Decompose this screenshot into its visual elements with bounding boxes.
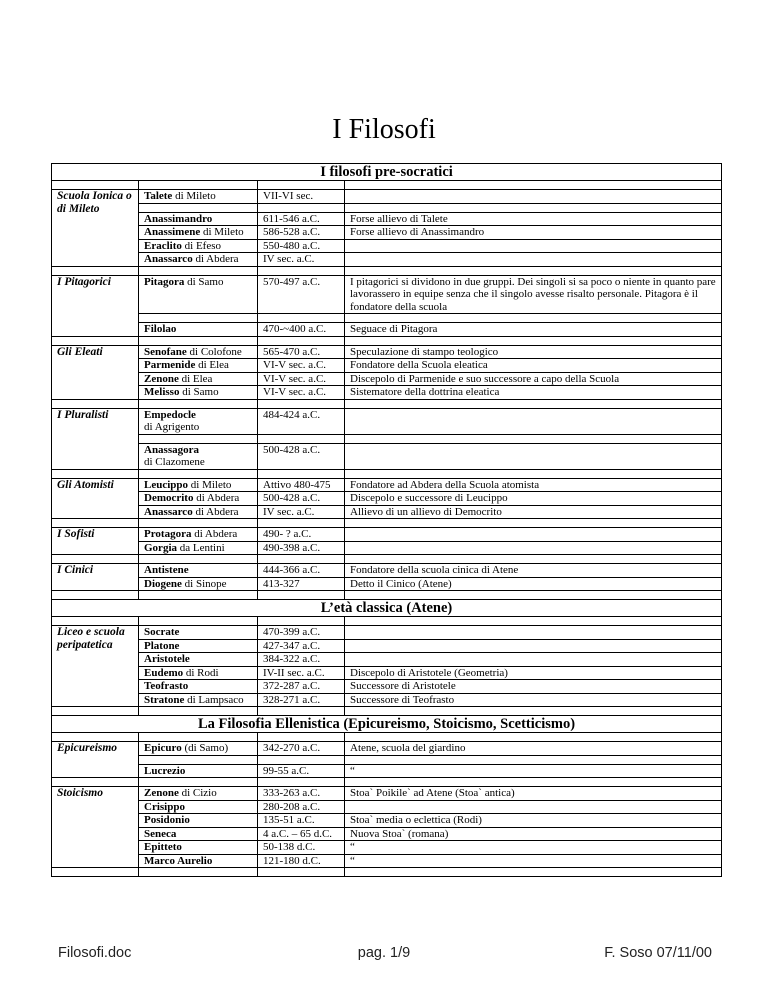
philosopher-name: Crisippo: [144, 800, 185, 813]
philosopher-cell: [139, 492, 258, 506]
spacer-cell: [345, 707, 722, 716]
philosopher-origin: di Elea: [181, 372, 213, 385]
spacer-cell: [345, 469, 722, 478]
philosopher-origin: di Mileto: [175, 190, 216, 202]
philosopher-name: Eudemo: [144, 666, 184, 679]
philosopher-cell: [139, 693, 258, 707]
philosopher-name: Diogene: [144, 577, 182, 590]
philosopher-origin: di Abdera: [195, 253, 239, 265]
spacer-cell: [52, 336, 139, 345]
school-name: I Sofisti: [52, 528, 139, 555]
spacer-row: [52, 733, 722, 742]
dates-cell: 470-399 a.C.: [258, 626, 345, 640]
philosopher-cell: [139, 359, 258, 373]
spacer-row: [52, 555, 722, 564]
dates-cell: 500-428 a.C.: [258, 492, 345, 506]
document-title: I Filosofi: [332, 114, 436, 145]
spacer-cell: [258, 314, 345, 323]
spacer-cell: [139, 399, 258, 408]
notes-cell: Discepolo di Aristotele (Geometria): [345, 666, 722, 680]
spacer-cell: [52, 707, 139, 716]
spacer-cell: [52, 469, 139, 478]
philosopher-name: Platone: [144, 639, 180, 652]
philosophers-table: [51, 163, 722, 877]
philosopher-origin: di Samo: [187, 275, 224, 288]
philosopher-name: Stratone: [144, 693, 185, 706]
notes-cell: Stoa` media o eclettica (Rodi): [345, 814, 722, 828]
philosopher-row: [52, 639, 722, 653]
philosopher-cell: [139, 190, 258, 204]
philosopher-name: Eraclito: [144, 239, 182, 252]
dates-cell: VII-VI sec.: [258, 190, 345, 204]
philosopher-origin: di Abdera: [194, 528, 238, 540]
philosopher-name: Democrito: [144, 492, 194, 504]
section-header-row: [52, 164, 722, 181]
spacer-cell: [52, 868, 139, 877]
notes-cell: Nuova Stoa` (romana): [345, 827, 722, 841]
spacer-cell: [52, 733, 139, 742]
notes-cell: [345, 528, 722, 542]
philosopher-row: [52, 190, 722, 204]
spacer-cell: [345, 434, 722, 443]
philosopher-cell: [139, 345, 258, 359]
notes-cell: [345, 626, 722, 640]
philosopher-row: [52, 564, 722, 578]
philosopher-name: Teofrasto: [144, 680, 189, 692]
philosopher-cell: [139, 408, 258, 434]
dates-cell: 484-424 a.C.: [258, 408, 345, 434]
notes-cell: Fondatore della Scuola eleatica: [345, 359, 722, 373]
spacer-cell: [345, 778, 722, 787]
spacer-cell: [139, 555, 258, 564]
philosopher-cell: [139, 827, 258, 841]
notes-cell: Successore di Teofrasto: [345, 693, 722, 707]
philosopher-cell: [139, 239, 258, 253]
school-name: I Pluralisti: [52, 408, 139, 469]
notes-cell: Seguace di Pitagora: [345, 323, 722, 337]
notes-cell: [345, 639, 722, 653]
spacer-row: [52, 181, 722, 190]
philosopher-cell: [139, 639, 258, 653]
philosopher-origin: di Abdera: [195, 505, 239, 518]
spacer-cell: [258, 555, 345, 564]
spacer-cell: [258, 733, 345, 742]
philosopher-origin: di Clazomene: [144, 456, 205, 468]
dates-cell: 427-347 a.C.: [258, 639, 345, 653]
philosopher-row: [52, 742, 722, 756]
spacer-cell: [139, 707, 258, 716]
philosopher-cell: [139, 386, 258, 400]
spacer-row: [52, 434, 722, 443]
notes-cell: [345, 653, 722, 667]
section-heading: La Filosofia Ellenistica (Epicureismo, Stoicismo, Scetticismo): [52, 716, 722, 733]
philosopher-origin: di Colofone: [189, 345, 242, 358]
spacer-cell: [139, 469, 258, 478]
philosopher-cell: [139, 505, 258, 519]
footer-filename: Filosofi.doc: [58, 945, 132, 961]
philosopher-name: Marco Aurelio: [144, 854, 213, 867]
dates-cell: IV sec. a.C.: [258, 253, 345, 267]
philosopher-cell: [139, 854, 258, 868]
notes-cell: [345, 443, 722, 469]
spacer-cell: [258, 617, 345, 626]
section-header-row: [52, 716, 722, 733]
spacer-cell: [345, 591, 722, 600]
spacer-cell: [139, 434, 258, 443]
philosopher-origin: di Elea: [198, 359, 229, 371]
philosopher-name: Anassagora: [144, 443, 200, 456]
spacer-cell: [52, 778, 139, 787]
spacer-cell: [345, 519, 722, 528]
philosopher-cell: [139, 212, 258, 226]
notes-cell: Sistematore della dottrina eleatica: [345, 386, 722, 400]
spacer-cell: [345, 555, 722, 564]
spacer-row: [52, 266, 722, 275]
philosopher-name: Antistene: [144, 564, 189, 576]
school-name: Liceo e scuola peripatetica: [52, 626, 139, 707]
philosopher-row: [52, 239, 722, 253]
notes-cell: “: [345, 764, 722, 778]
notes-cell: Speculazione di stampo teologico: [345, 345, 722, 359]
school-name: Gli Eleati: [52, 345, 139, 399]
philosopher-row: [52, 814, 722, 828]
dates-cell: 50-138 d.C.: [258, 841, 345, 855]
spacer-cell: [258, 778, 345, 787]
notes-cell: Discepolo e successore di Leucippo: [345, 492, 722, 506]
philosopher-cell: [139, 226, 258, 240]
footer-author-date: F. Soso 07/11/00: [604, 945, 712, 961]
spacer-row: [52, 203, 722, 212]
philosopher-name: Epicuro: [144, 742, 182, 754]
spacer-row: [52, 336, 722, 345]
dates-cell: 4 a.C. – 65 d.C.: [258, 827, 345, 841]
philosopher-row: [52, 827, 722, 841]
notes-cell: Forse allievo di Anassimandro: [345, 226, 722, 240]
notes-cell: Atene, scuola del giardino: [345, 742, 722, 756]
spacer-cell: [139, 314, 258, 323]
dates-cell: 342-270 a.C.: [258, 742, 345, 756]
philosopher-cell: [139, 541, 258, 555]
philosopher-cell: [139, 626, 258, 640]
philosopher-row: [52, 323, 722, 337]
school-name: Scuola Ionica o di Mileto: [52, 190, 139, 267]
philosopher-row: [52, 577, 722, 591]
spacer-cell: [258, 469, 345, 478]
notes-cell: Fondatore della scuola cinica di Atene: [345, 564, 722, 578]
spacer-row: [52, 469, 722, 478]
philosopher-cell: [139, 814, 258, 828]
philosopher-row: [52, 359, 722, 373]
philosopher-name: Anassarco: [144, 253, 193, 265]
philosopher-row: [52, 478, 722, 492]
school-name: I Pitagorici: [52, 275, 139, 336]
spacer-cell: [258, 591, 345, 600]
notes-cell: “: [345, 854, 722, 868]
philosopher-name: Epitteto: [144, 841, 182, 853]
spacer-cell: [345, 617, 722, 626]
dates-cell: 99-55 a.C.: [258, 764, 345, 778]
notes-cell: Stoa` Poikile` ad Atene (Stoa` antica): [345, 787, 722, 801]
spacer-cell: [139, 336, 258, 345]
spacer-cell: [258, 755, 345, 764]
spacer-row: [52, 519, 722, 528]
philosopher-name: Senofane: [144, 345, 187, 358]
philosopher-cell: [139, 653, 258, 667]
philosopher-cell: [139, 841, 258, 855]
dates-cell: 413-327: [258, 577, 345, 591]
dates-cell: IV-II sec. a.C.: [258, 666, 345, 680]
philosopher-cell: [139, 680, 258, 694]
notes-cell: Successore di Aristotele: [345, 680, 722, 694]
dates-cell: VI-V sec. a.C.: [258, 359, 345, 373]
philosopher-name: Empedocle: [144, 408, 196, 421]
spacer-cell: [258, 181, 345, 190]
section-heading: L’età classica (Atene): [52, 600, 722, 617]
spacer-cell: [52, 181, 139, 190]
philosopher-origin: di Efeso: [184, 239, 221, 252]
spacer-cell: [139, 266, 258, 275]
philosopher-origin: di Lampsaco: [187, 693, 244, 706]
spacer-cell: [345, 755, 722, 764]
philosopher-origin: di Samo: [182, 386, 219, 398]
spacer-cell: [139, 755, 258, 764]
spacer-cell: [52, 266, 139, 275]
philosopher-cell: [139, 253, 258, 267]
dates-cell: 586-528 a.C.: [258, 226, 345, 240]
notes-cell: Allievo di un allievo di Democrito: [345, 505, 722, 519]
philosopher-row: [52, 212, 722, 226]
philosopher-cell: [139, 528, 258, 542]
dates-cell: VI-V sec. a.C.: [258, 386, 345, 400]
dates-cell: 135-51 a.C.: [258, 814, 345, 828]
philosopher-cell: [139, 666, 258, 680]
school-name: Stoicismo: [52, 787, 139, 868]
philosopher-row: [52, 345, 722, 359]
notes-cell: [345, 253, 722, 267]
spacer-cell: [139, 203, 258, 212]
philosopher-name: Gorgia: [144, 541, 177, 554]
spacer-cell: [258, 434, 345, 443]
notes-cell: I pitagorici si dividono in due gruppi. Dei singoli si sa poco o niente in quanto pare lavorassero in equipe senza che il singolo avesse risalto personale. Pitagora è il fondatore della scuola: [345, 275, 722, 314]
philosopher-origin: di Mileto: [190, 478, 232, 491]
spacer-cell: [139, 733, 258, 742]
philosopher-row: [52, 386, 722, 400]
dates-cell: 328-271 a.C.: [258, 693, 345, 707]
philosopher-origin: di Rodi: [185, 666, 219, 679]
spacer-cell: [258, 203, 345, 212]
philosopher-row: [52, 693, 722, 707]
spacer-cell: [258, 519, 345, 528]
philosopher-row: [52, 841, 722, 855]
philosopher-name: Zenone: [144, 787, 179, 799]
spacer-cell: [258, 399, 345, 408]
spacer-cell: [52, 555, 139, 564]
notes-cell: [345, 190, 722, 204]
philosopher-origin: di Sinope: [184, 577, 227, 590]
philosopher-row: [52, 854, 722, 868]
philosopher-row: [52, 505, 722, 519]
philosopher-name: Talete: [144, 190, 173, 202]
spacer-cell: [258, 336, 345, 345]
philosopher-row: [52, 680, 722, 694]
philosopher-origin: di Agrigento: [144, 421, 200, 433]
philosopher-cell: [139, 764, 258, 778]
spacer-cell: [52, 519, 139, 528]
spacer-cell: [52, 399, 139, 408]
philosopher-name: Anassimandro: [144, 212, 213, 225]
philosopher-origin: da Lentini: [179, 541, 225, 554]
philosopher-name: Melisso: [144, 386, 180, 398]
notes-cell: [345, 800, 722, 814]
philosopher-row: [52, 253, 722, 267]
spacer-cell: [345, 266, 722, 275]
spacer-row: [52, 617, 722, 626]
philosopher-name: Posidonio: [144, 814, 190, 826]
philosopher-row: [52, 492, 722, 506]
notes-cell: Fondatore ad Abdera della Scuola atomista: [345, 478, 722, 492]
philosopher-origin: di Mileto: [202, 226, 244, 238]
spacer-row: [52, 399, 722, 408]
philosopher-row: [52, 372, 722, 386]
spacer-cell: [345, 336, 722, 345]
dates-cell: IV sec. a.C.: [258, 505, 345, 519]
notes-cell: [345, 239, 722, 253]
dates-cell: 500-428 a.C.: [258, 443, 345, 469]
dates-cell: 611-546 a.C.: [258, 212, 345, 226]
notes-cell: [345, 541, 722, 555]
philosopher-cell: [139, 564, 258, 578]
philosopher-name: Zenone: [144, 372, 179, 385]
philosopher-row: [52, 653, 722, 667]
spacer-cell: [52, 591, 139, 600]
philosopher-row: [52, 787, 722, 801]
philosopher-name: Parmenide: [144, 359, 196, 371]
philosopher-row: [52, 764, 722, 778]
dates-cell: Attivo 480-475: [258, 478, 345, 492]
spacer-row: [52, 707, 722, 716]
dates-cell: 490-398 a.C.: [258, 541, 345, 555]
spacer-row: [52, 778, 722, 787]
dates-cell: 570-497 a.C.: [258, 275, 345, 314]
notes-cell: [345, 408, 722, 434]
spacer-cell: [345, 203, 722, 212]
section-heading: I filosofi pre-socratici: [52, 164, 722, 181]
dates-cell: 550-480 a.C.: [258, 239, 345, 253]
philosopher-name: Anassarco: [144, 505, 193, 518]
philosopher-name: Socrate: [144, 626, 180, 638]
philosopher-cell: [139, 787, 258, 801]
spacer-cell: [139, 519, 258, 528]
spacer-cell: [345, 181, 722, 190]
dates-cell: 372-287 a.C.: [258, 680, 345, 694]
philosopher-name: Seneca: [144, 827, 177, 840]
spacer-cell: [258, 868, 345, 877]
spacer-cell: [258, 266, 345, 275]
dates-cell: 470-~400 a.C.: [258, 323, 345, 337]
philosopher-cell: [139, 742, 258, 756]
spacer-cell: [345, 314, 722, 323]
philosopher-name: Anassimene: [144, 226, 201, 238]
philosopher-row: [52, 443, 722, 469]
spacer-row: [52, 591, 722, 600]
dates-cell: 490- ? a.C.: [258, 528, 345, 542]
philosopher-cell: [139, 372, 258, 386]
dates-cell: 565-470 a.C.: [258, 345, 345, 359]
philosopher-row: [52, 541, 722, 555]
notes-cell: Discepolo di Parmenide e suo successore a capo della Scuola: [345, 372, 722, 386]
philosopher-origin: (di Samo): [184, 742, 229, 754]
philosopher-name: Pitagora: [144, 275, 185, 288]
philosopher-cell: [139, 275, 258, 314]
spacer-row: [52, 314, 722, 323]
philosopher-row: [52, 666, 722, 680]
philosopher-name: Lucrezio: [144, 764, 186, 777]
spacer-cell: [345, 868, 722, 877]
spacer-cell: [139, 617, 258, 626]
philosopher-row: [52, 626, 722, 640]
dates-cell: 333-263 a.C.: [258, 787, 345, 801]
philosopher-origin: di Cizio: [181, 787, 217, 799]
spacer-cell: [52, 617, 139, 626]
spacer-row: [52, 868, 722, 877]
spacer-cell: [345, 733, 722, 742]
philosopher-cell: [139, 577, 258, 591]
school-name: I Cinici: [52, 564, 139, 591]
spacer-cell: [139, 778, 258, 787]
philosopher-cell: [139, 478, 258, 492]
spacer-row: [52, 755, 722, 764]
spacer-cell: [139, 591, 258, 600]
philosopher-cell: [139, 323, 258, 337]
dates-cell: 444-366 a.C.: [258, 564, 345, 578]
spacer-cell: [139, 868, 258, 877]
notes-cell: Detto il Cinico (Atene): [345, 577, 722, 591]
dates-cell: VI-V sec. a.C.: [258, 372, 345, 386]
school-name: Epicureismo: [52, 742, 139, 778]
spacer-cell: [345, 399, 722, 408]
philosopher-name: Aristotele: [144, 653, 190, 665]
dates-cell: 384-322 a.C.: [258, 653, 345, 667]
school-name: Gli Atomisti: [52, 478, 139, 519]
philosopher-cell: [139, 443, 258, 469]
philosopher-origin: di Abdera: [196, 492, 240, 504]
notes-cell: “: [345, 841, 722, 855]
philosopher-name: Leucippo: [144, 478, 189, 491]
philosopher-row: [52, 408, 722, 434]
dates-cell: 280-208 a.C.: [258, 800, 345, 814]
philosopher-name: Protagora: [144, 528, 192, 540]
dates-cell: 121-180 d.C.: [258, 854, 345, 868]
philosopher-cell: [139, 800, 258, 814]
philosopher-row: [52, 226, 722, 240]
philosopher-row: [52, 275, 722, 314]
footer-page-number: pag. 1/9: [357, 945, 411, 961]
spacer-cell: [139, 181, 258, 190]
philosopher-name: Filolao: [144, 323, 177, 335]
spacer-cell: [258, 707, 345, 716]
section-header-row: [52, 600, 722, 617]
notes-cell: Forse allievo di Talete: [345, 212, 722, 226]
philosopher-row: [52, 528, 722, 542]
philosopher-row: [52, 800, 722, 814]
